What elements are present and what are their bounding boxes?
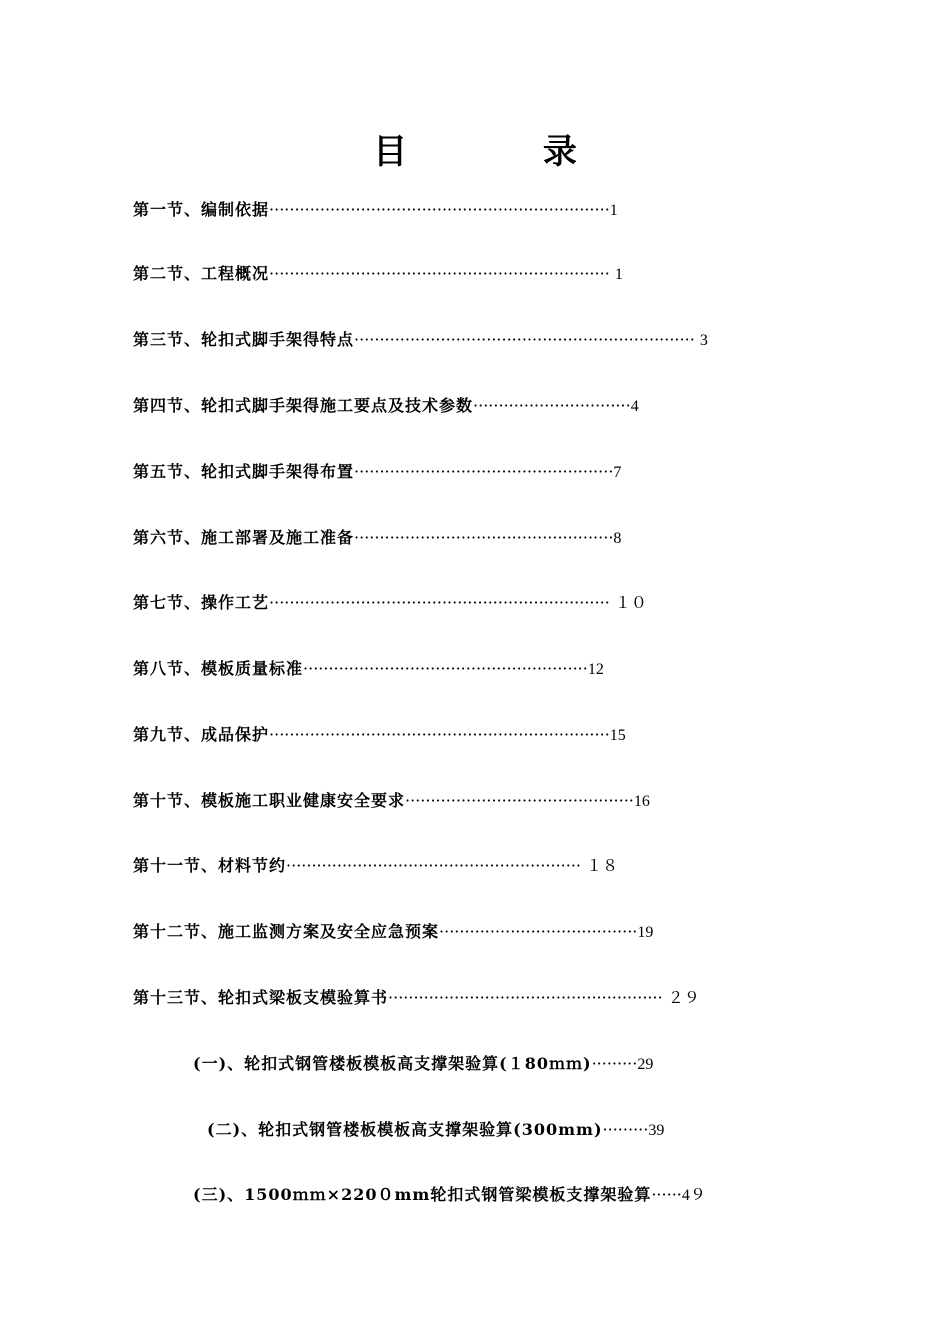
toc-entry-label: 第八节、模板质量标准 <box>133 659 304 678</box>
toc-leader-dots: ··················································· <box>354 528 614 547</box>
toc-leader-dots: ········· <box>602 1120 649 1139</box>
toc-page-number: １８ <box>586 858 619 875</box>
toc-entry-label: 第一节、编制依据 <box>133 200 270 219</box>
toc-subentry[interactable] <box>193 1183 706 1207</box>
toc-entry-label: 第七节、操作工艺 <box>133 593 270 612</box>
toc-entry[interactable] <box>133 394 639 418</box>
toc-entry-label: 第十二节、施工监测方案及安全应急预案 <box>133 922 440 941</box>
toc-entry[interactable] <box>133 591 647 615</box>
toc-page-number: １０ <box>614 595 647 612</box>
toc-leader-dots: ························································ <box>303 659 588 678</box>
toc-entry-label: 第四节、轮扣式脚手架得施工要点及技术参数 <box>133 396 474 415</box>
toc-entry[interactable] <box>133 262 623 286</box>
toc-entry-label: 第二节、工程概况 <box>133 264 270 283</box>
toc-entry-label: 第三节、轮扣式脚手架得特点 <box>133 330 355 349</box>
toc-page-number: 15 <box>609 727 626 744</box>
toc-subentry[interactable] <box>193 1052 653 1076</box>
toc-entry-label: (一)、轮扣式钢管楼板模板高支撑架验算(１80ｍｍ) <box>193 1054 592 1073</box>
toc-leader-dots: ······························· <box>473 396 631 415</box>
toc-subentry[interactable] <box>207 1118 664 1142</box>
toc-leader-dots: ······················································ <box>388 988 668 1007</box>
toc-leader-dots: ··················································· <box>354 462 614 481</box>
toc-leader-dots: ··································································· <box>269 725 610 744</box>
toc-page-number: 7 <box>613 464 622 481</box>
page-title: 目 录 <box>373 132 639 172</box>
toc-entry-label: 第十节、模板施工职业健康安全要求 <box>133 791 406 810</box>
toc-entry-label: 第十三节、轮扣式梁板支模验算书 <box>133 988 389 1007</box>
toc-page-number: 4 <box>630 398 639 415</box>
toc-entry[interactable] <box>133 526 621 550</box>
toc-page-number: 19 <box>637 924 654 941</box>
toc-entry-label: 第十一节、材料节约 <box>133 856 287 875</box>
toc-entry[interactable] <box>133 854 618 878</box>
toc-entry[interactable] <box>133 920 653 944</box>
toc-entry-label: (三)、1500ｍｍ×220０mm轮扣式钢管梁模板支撑架验算 <box>193 1185 652 1204</box>
toc-entry[interactable] <box>133 460 621 484</box>
toc-page-number: 16 <box>633 793 650 810</box>
toc-entry-label: 第五节、轮扣式脚手架得布置 <box>133 462 355 481</box>
toc-entry[interactable] <box>133 657 604 681</box>
toc-leader-dots: ······································· <box>439 922 638 941</box>
toc-page-number: 4９ <box>681 1187 706 1204</box>
toc-page-number: 29 <box>637 1056 654 1073</box>
toc-entry[interactable] <box>133 198 618 222</box>
toc-leader-dots: ······ <box>651 1185 682 1204</box>
toc-leader-dots: ·························································· <box>286 856 587 875</box>
toc-page-number: 12 <box>587 661 604 678</box>
toc-entry[interactable] <box>133 328 708 352</box>
toc-entry[interactable] <box>133 986 700 1010</box>
toc-entry-label: 第九节、成品保护 <box>133 725 270 744</box>
toc-page-number: 1 <box>609 202 618 219</box>
toc-leader-dots: ············································· <box>405 791 634 810</box>
toc-leader-dots: ··································································· <box>354 330 700 349</box>
toc-leader-dots: ··································································· <box>269 264 615 283</box>
toc-page-number: 3 <box>699 332 708 349</box>
toc-leader-dots: ········· <box>591 1054 638 1073</box>
toc-leader-dots: ··································································· <box>269 593 615 612</box>
toc-entry-label: (二)、轮扣式钢管楼板模板高支撑架验算(300mm) <box>207 1120 603 1139</box>
toc-page-number: 1 <box>614 266 623 283</box>
toc-entry-label: 第六节、施工部署及施工准备 <box>133 528 355 547</box>
toc-page-number: 8 <box>613 530 622 547</box>
toc-page-number: 39 <box>648 1122 665 1139</box>
toc-entry[interactable] <box>133 723 626 747</box>
toc-entry[interactable] <box>133 789 650 813</box>
toc-page-number: ２９ <box>667 990 700 1007</box>
toc-leader-dots: ··································································· <box>269 200 610 219</box>
